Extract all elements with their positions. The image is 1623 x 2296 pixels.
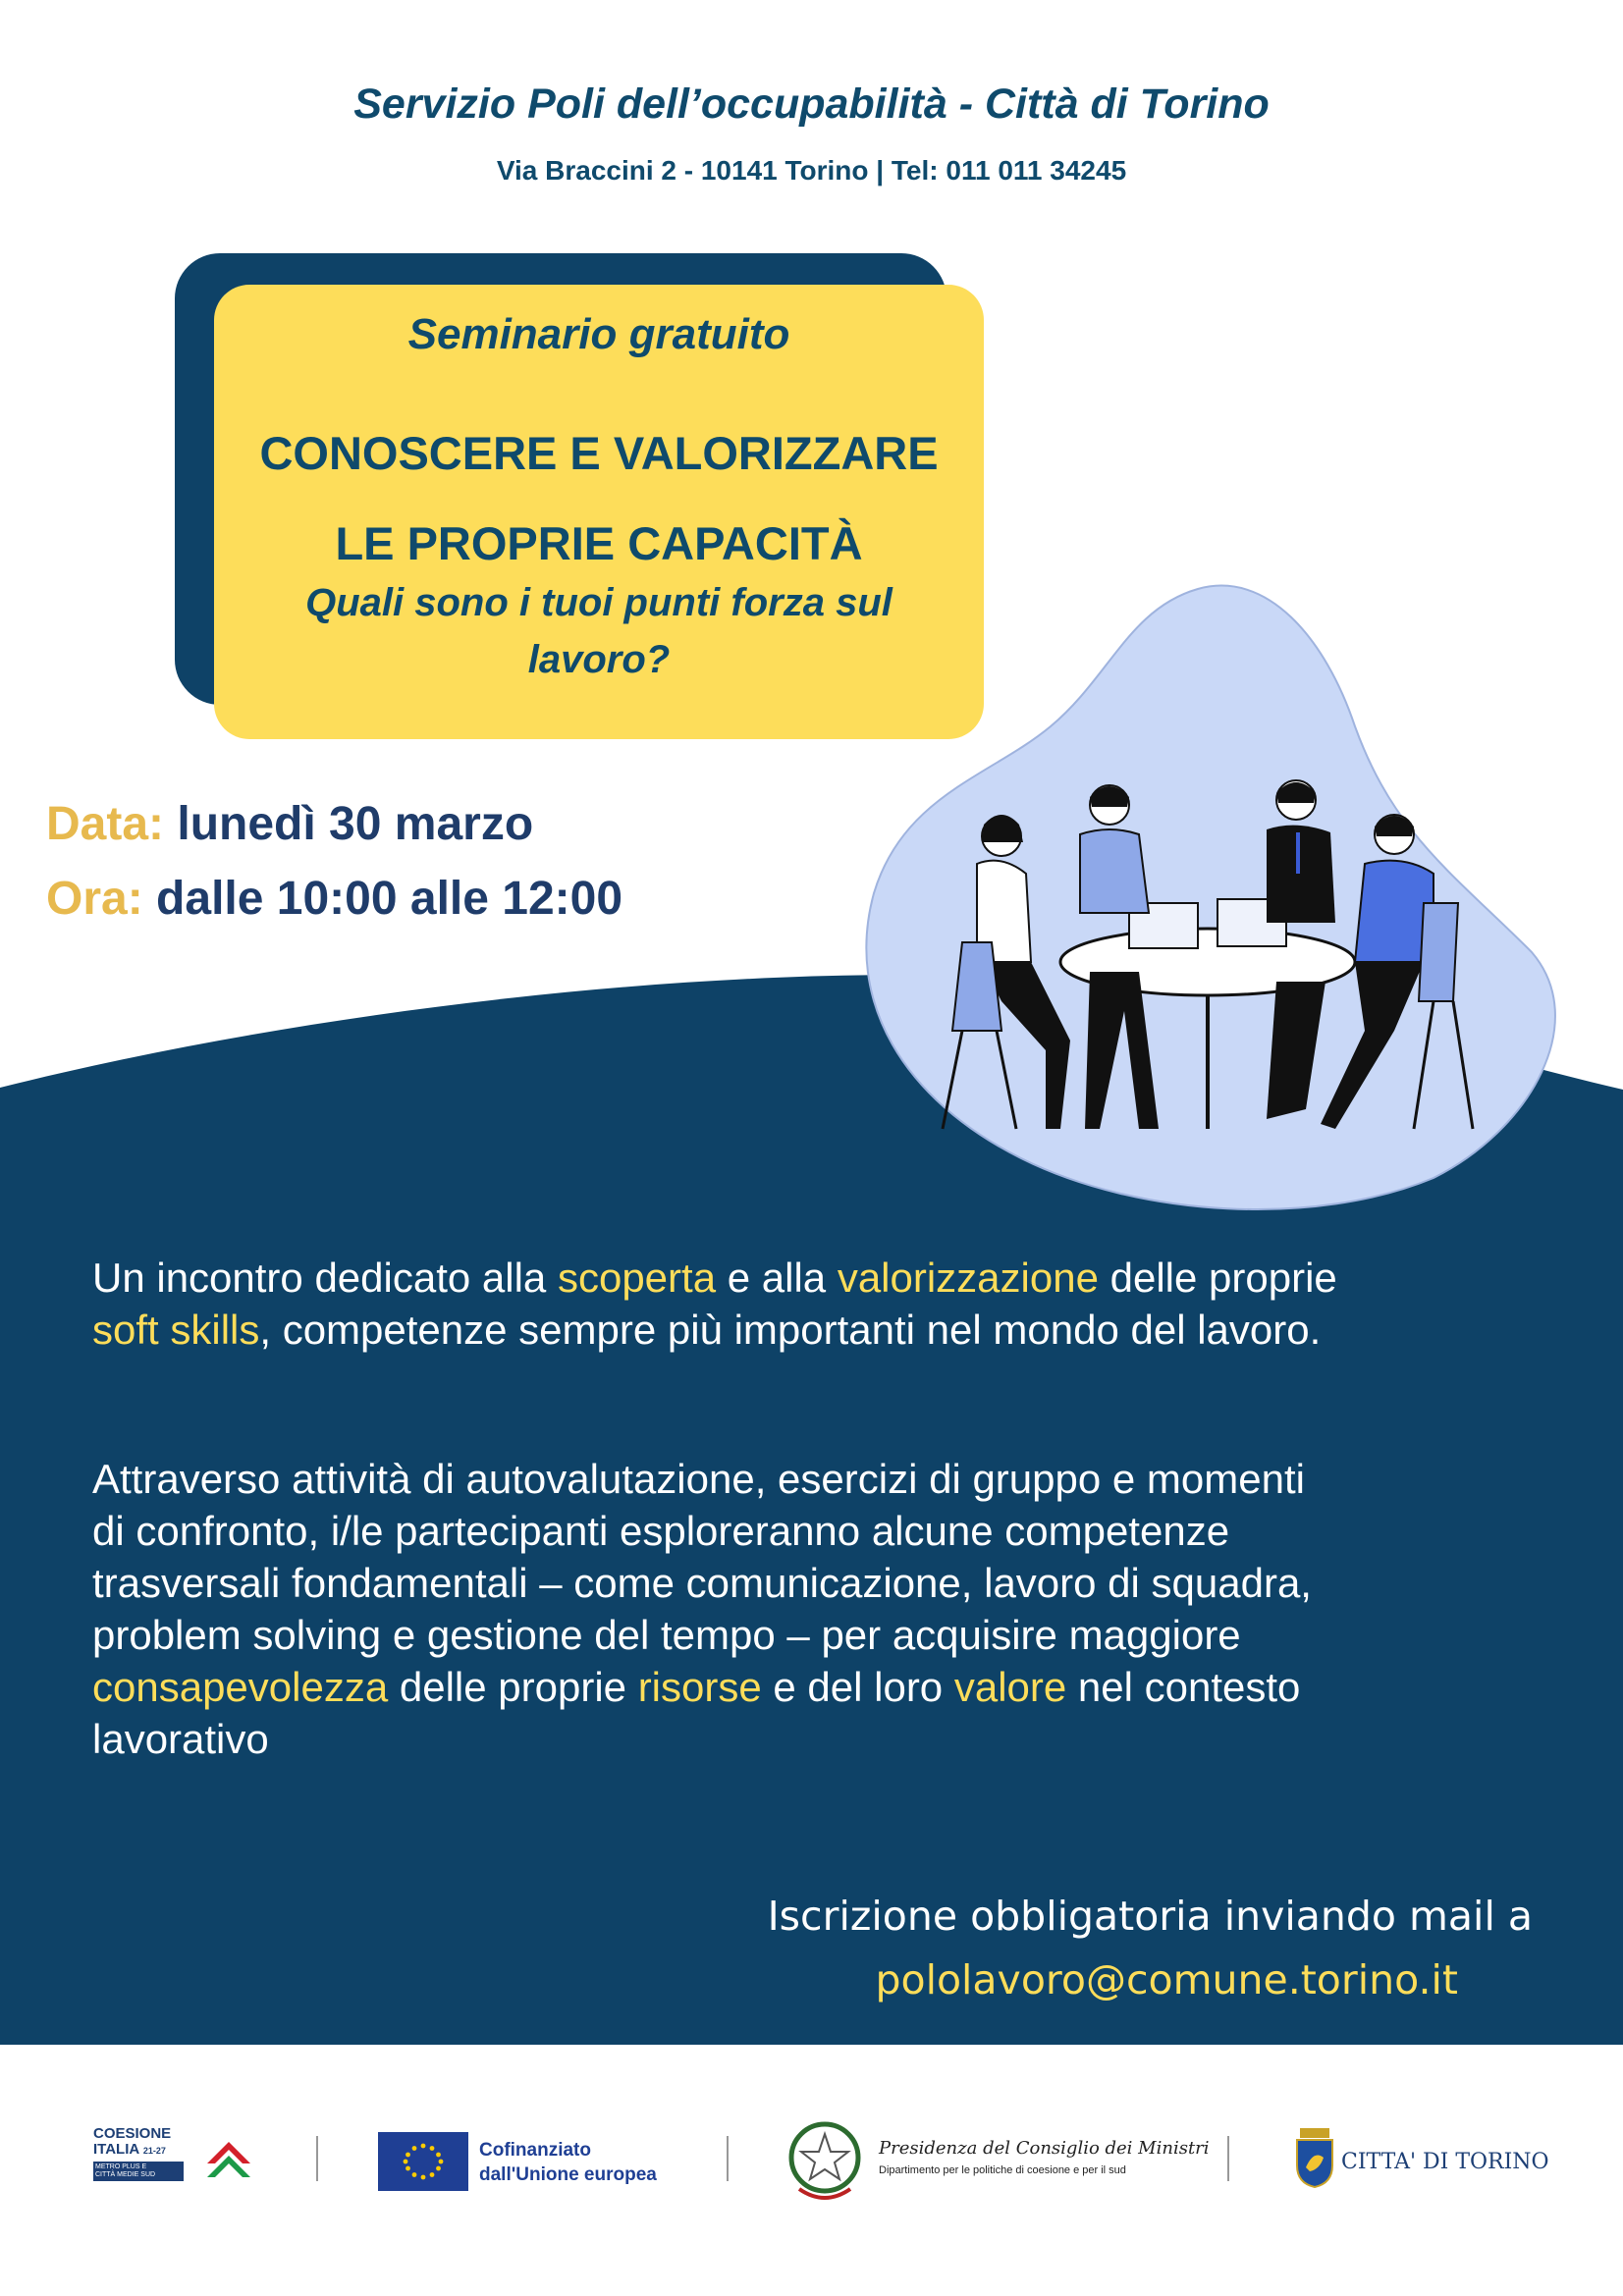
eu-line2: dall'Unione europea	[479, 2164, 657, 2185]
footer-divider	[1227, 2136, 1229, 2181]
footer-divider	[316, 2136, 318, 2181]
card-question-line1: Quali sono i tuoi punti forza sul	[305, 581, 893, 624]
paragraph-text: Un incontro dedicato alla	[92, 1255, 558, 1301]
coesione-sub1: METRO PLUS E	[95, 2163, 147, 2170]
card-title-line1: CONOSCERE E VALORIZZARE	[259, 427, 939, 479]
eu-cofinanced-label	[479, 2138, 657, 2187]
paragraph-text: , competenze sempre più importanti nel mondo del lavoro.	[259, 1307, 1322, 1353]
paragraph-text: e del loro	[761, 1664, 954, 1710]
highlighted-keyword: consapevolezza	[92, 1664, 389, 1710]
paragraph-text: lavorativo	[92, 1716, 269, 1762]
presidenza-label	[879, 2138, 1210, 2176]
paragraph-text: nel contesto	[1066, 1664, 1301, 1710]
time-value: dalle 10:00 alle 12:00	[156, 873, 623, 925]
footer-divider	[727, 2136, 729, 2181]
date-line	[46, 797, 533, 851]
highlighted-keyword: valore	[953, 1664, 1067, 1710]
coesione-years: 21-27	[142, 2146, 166, 2156]
card-title-line2: LE PROPRIE CAPACITÀ	[335, 517, 863, 569]
paragraph-text: e alla	[716, 1255, 838, 1301]
coesione-line2: ITALIA	[93, 2141, 139, 2158]
card-kicker: Seminario gratuito	[407, 310, 790, 358]
highlighted-keyword: valorizzazione	[837, 1255, 1099, 1301]
card-question-line2: lavoro?	[527, 638, 671, 681]
coesione-line1: COESIONE	[93, 2125, 172, 2142]
presidenza-line1: Presidenza del Consiglio dei Ministri	[879, 2138, 1210, 2159]
intro-paragraph	[92, 1252, 1545, 1356]
eu-flag-icon	[378, 2132, 468, 2191]
meeting-illustration	[844, 579, 1571, 1227]
torino-crest-icon	[1294, 2126, 1335, 2189]
header-address: Via Braccini 2 - 10141 Torino | Tel: 011 011 34245	[496, 155, 1127, 186]
torino-label: CITTA' DI TORINO	[1341, 2150, 1549, 2174]
paragraph-text: delle proprie	[388, 1664, 638, 1710]
time-line	[46, 872, 622, 926]
coesione-arrows-icon	[203, 2134, 254, 2185]
italian-emblem-icon	[785, 2118, 864, 2205]
paragraph-text: problem solving e gestione del tempo – per acquisire maggiore	[92, 1612, 1241, 1658]
paragraph-text: Attraverso attività di autovalutazione, esercizi di gruppo e momenti	[92, 1456, 1305, 1502]
date-value: lunedì 30 marzo	[177, 798, 534, 850]
presidenza-line2: Dipartimento per le politiche di coesione e per il sud	[879, 2164, 1126, 2176]
paragraph-text: di confronto, i/le partecipanti esploreranno alcune competenze	[92, 1508, 1230, 1554]
coesione-italia-logo	[93, 2126, 260, 2189]
header-title: Servizio Poli dell’occupabilità - Città di Torino	[353, 80, 1270, 128]
date-label: Data:	[46, 798, 165, 850]
eu-line1: Cofinanziato	[479, 2140, 591, 2161]
highlighted-keyword: risorse	[637, 1664, 762, 1710]
highlighted-keyword: soft skills	[92, 1307, 260, 1353]
coesione-sub2: CITTÀ MEDIE SUD	[95, 2171, 156, 2178]
time-label: Ora:	[46, 873, 143, 925]
details-paragraph	[92, 1453, 1545, 1765]
paragraph-text: delle proprie	[1098, 1255, 1337, 1301]
paragraph-text: trasversali fondamentali – come comunicazione, lavoro di squadra,	[92, 1560, 1312, 1606]
highlighted-keyword: scoperta	[557, 1255, 717, 1301]
registration-text: Iscrizione obbligatoria inviando mail a	[767, 1893, 1533, 1940]
registration-email-link[interactable]: pololavoro@comune.torino.it	[875, 1956, 1458, 2003]
